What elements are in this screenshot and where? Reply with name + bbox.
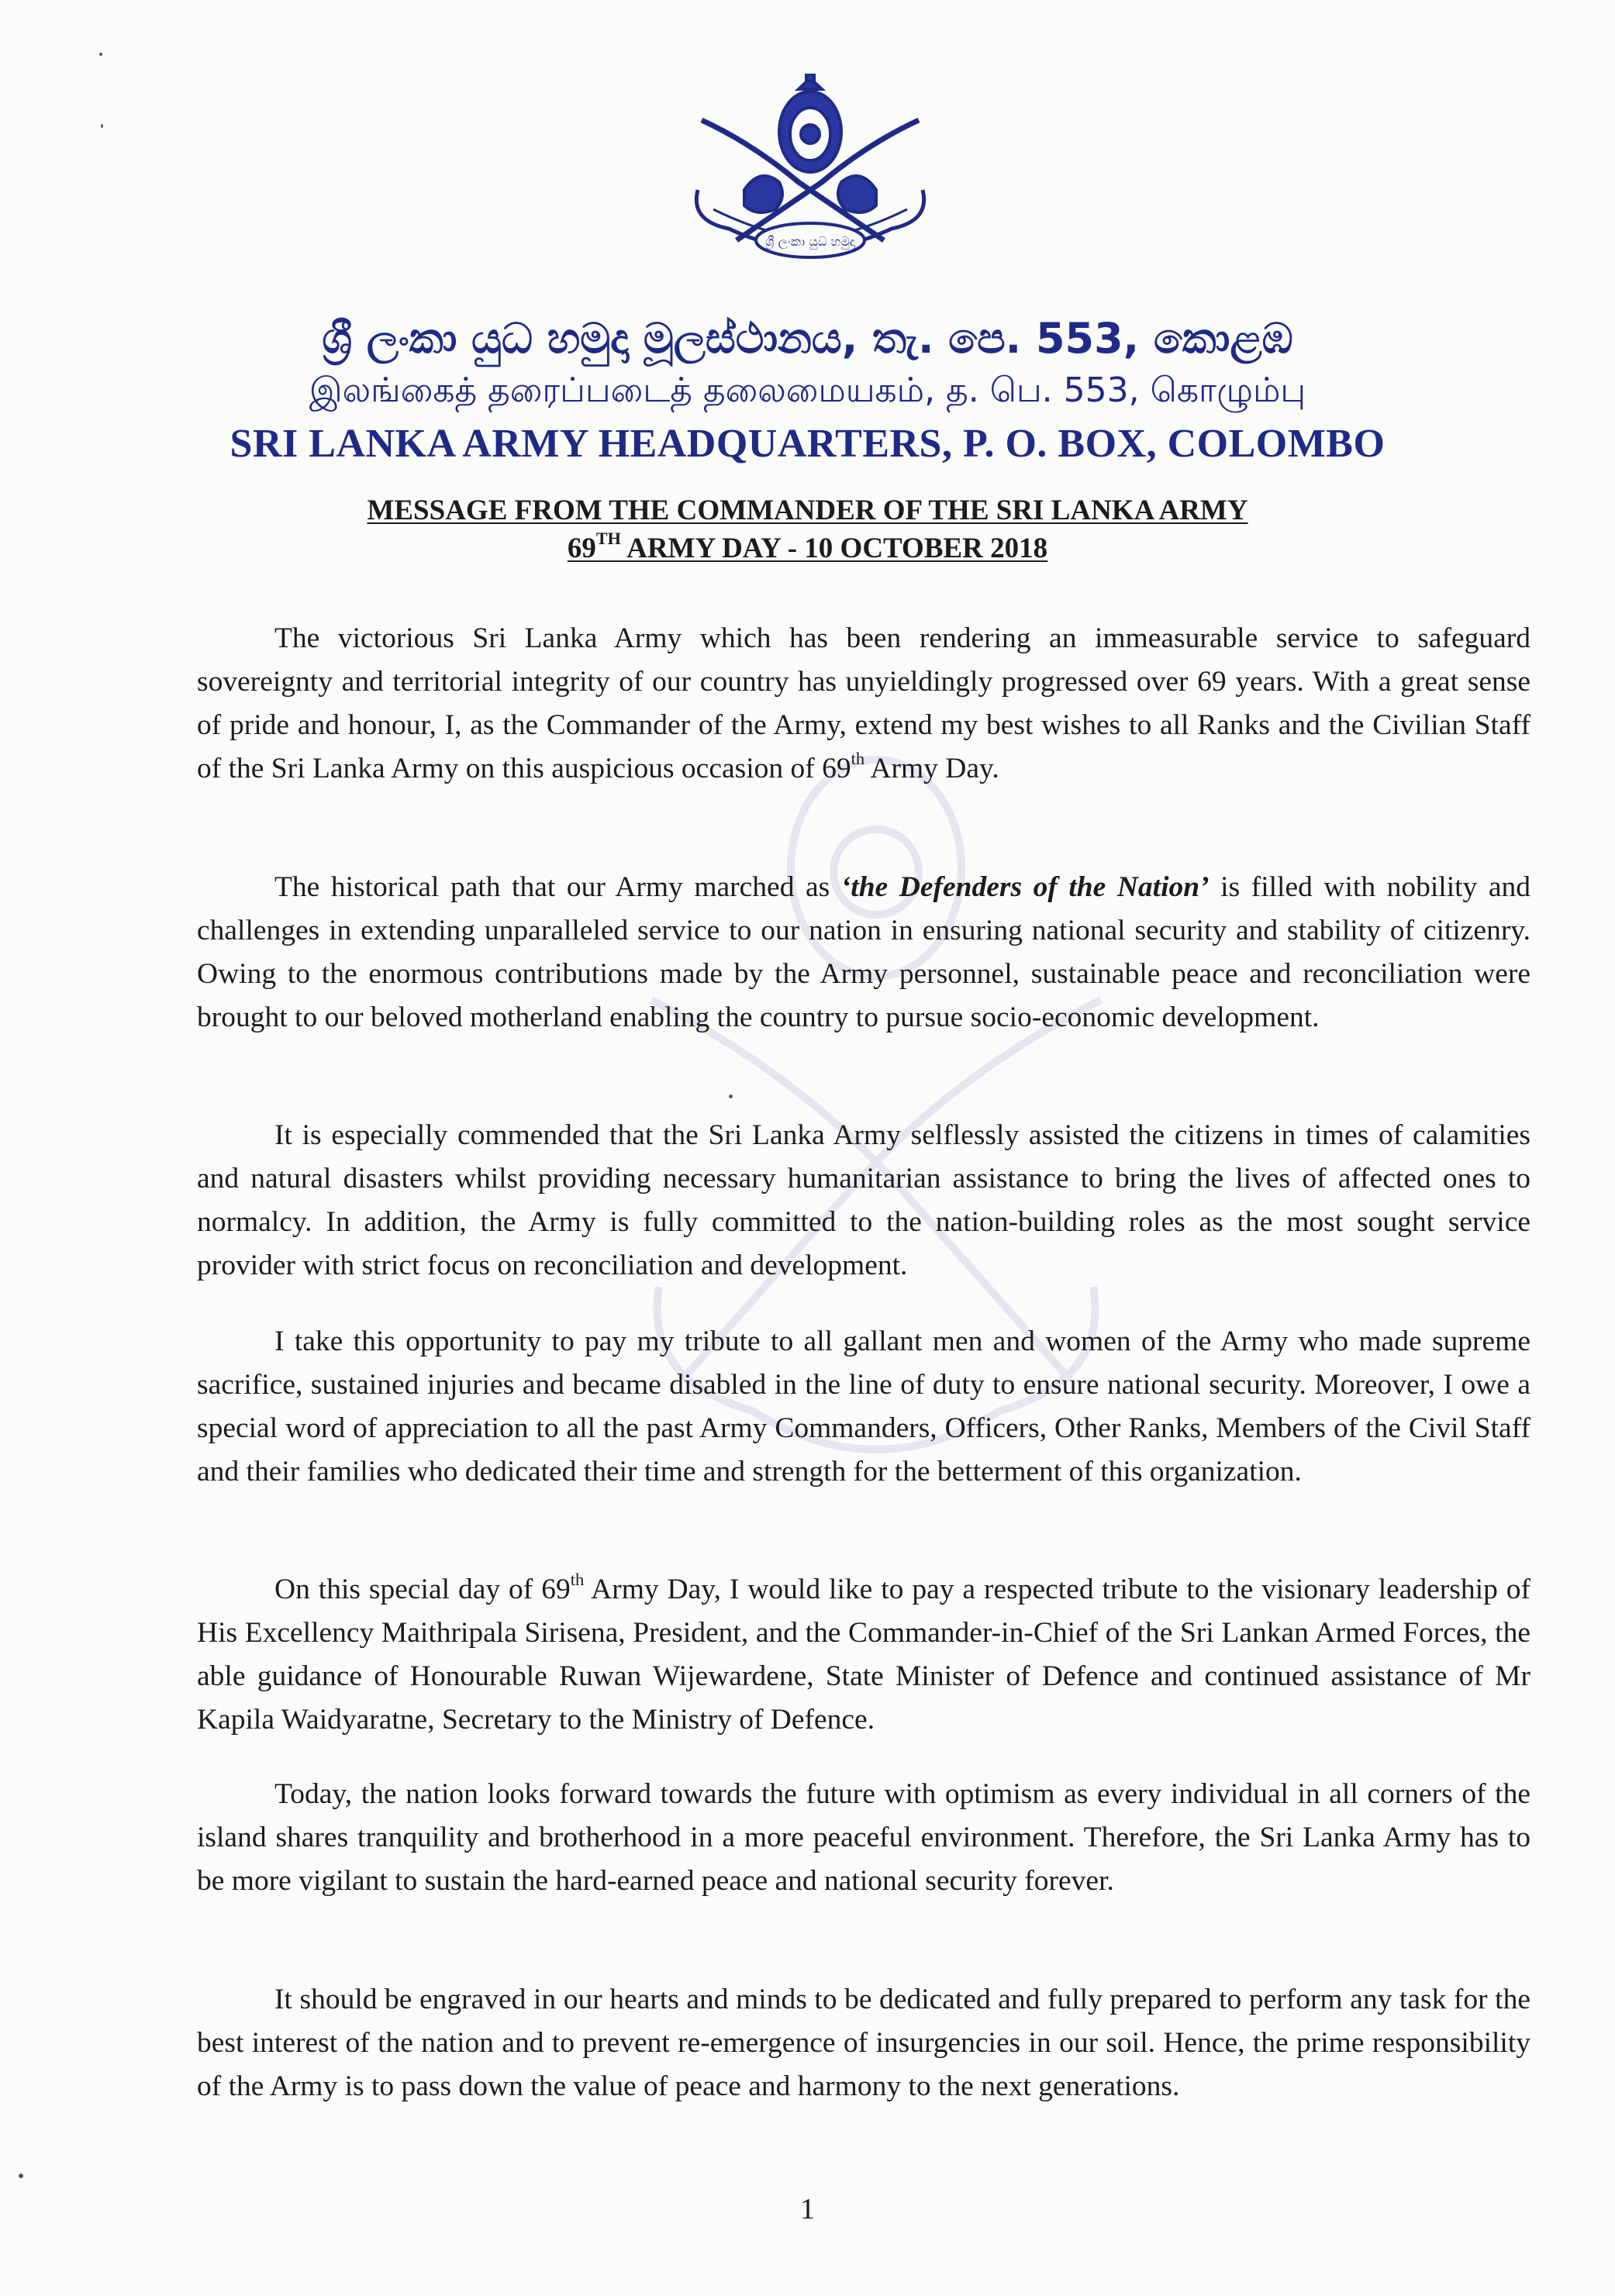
title-day-suffix: TH xyxy=(595,529,621,549)
scan-speck xyxy=(101,124,103,128)
page-number: 1 xyxy=(800,2193,815,2225)
paragraph-2-text: The historical path that our Army marched as xyxy=(274,871,841,903)
scan-speck xyxy=(729,1095,733,1098)
paragraph-7 xyxy=(197,1978,1530,2108)
scan-speck xyxy=(19,2174,23,2178)
paragraph-3 xyxy=(197,1114,1530,1288)
paragraph-4-text: I take this opportunity to pay my tribute to all gallant men and women of the Army who made supreme sacrifice, sustained injuries and became disabled in the line of duty to ensure national security. Moreover, I owe a special word of appreciation to all the past Army Commanders, Officers, Other Ranks, Members of the Civil Staff and their families who dedicated their time and strength for the betterment of this organization. xyxy=(197,1326,1530,1488)
paragraph-1 xyxy=(197,617,1530,791)
paragraph-5-superscript: th xyxy=(570,1570,585,1590)
paragraph-7-text: It should be engraved in our hearts and minds to be dedicated and fully prepared to perform any task for the best interest of the nation and to prevent re-emergence of insurgencies in our soil. Hence, the prime responsibility of the Army is to pass down the value of peace and harmony to the next generations. xyxy=(197,1984,1530,2102)
crest-scroll-text: ශ්‍රී ලංකා යුධ හමුදා xyxy=(765,234,855,249)
title-day-number: 69 xyxy=(567,533,596,564)
letterhead-english: SRI LANKA ARMY HEADQUARTERS, P. O. BOX, COLOMBO xyxy=(229,422,1386,466)
paragraph-5-text: On this special day of 69 xyxy=(274,1574,571,1605)
paragraph-6-text: Today, the nation looks forward towards the future with optimism as every individual in all corners of the island shares tranquility and brotherhood in a more peaceful environment. Therefore, the Sri Lanka Army has to be more vigilant to sustain the hard-earned peace and national security forever. xyxy=(197,1778,1530,1897)
paragraph-3-text: It is especially commended that the Sri Lanka Army selflessly assisted the citizens in times of calamities and natural disasters whilst providing necessary humanitarian assistance to bring the lives of affected ones to normalcy. In addition, the Army is fully committed to the nation-building roles as the most sought service provider with strict focus on reconciliation and development. xyxy=(197,1119,1530,1281)
paragraph-4 xyxy=(197,1320,1530,1494)
paragraph-1-text: The victorious Sri Lanka Army which has been rendering an immeasurable service to safeguard sovereignty and territorial integrity of our country has unyieldingly progressed over 69 years. With a great sense of pride and honour, I, as the Commander of the Army, extend my best wishes to all Ranks and the Civilian Staff of the Sri Lanka Army on this auspicious occasion of 69 xyxy=(197,622,1530,784)
paragraph-5-end: Army Day, I would like to pay a respected tribute to the visionary leadership of His Excellency Maithripala Sirisena, President, and the Commander-in-Chief of the Sri Lankan Armed Forces, the able guidance of Honourable Ruwan Wijewardene, State Minister of Defence and continued assistance of Mr Kapila Waidyaratne, Secretary to the Ministry of Defence. xyxy=(197,1574,1530,1736)
sri-lanka-army-crest-icon xyxy=(682,74,938,283)
paragraph-2 xyxy=(197,866,1530,1039)
title-line-2 xyxy=(567,529,1048,564)
paragraph-2-emphasis: ‘the Defenders of the Nation’ xyxy=(840,871,1210,903)
document-title xyxy=(0,494,1615,527)
title-line-1: MESSAGE FROM THE COMMANDER OF THE SRI LANKA ARMY xyxy=(367,495,1248,526)
title-day-text: ARMY DAY - 10 OCTOBER 2018 xyxy=(620,533,1048,564)
paragraph-2-end: is filled with nobility and challenges in extending unparalleled service to our nation in ensuring national security and stability of citizenry. Owing to the enormous contributions made by the Army personnel, sustainable peace and reconciliation were brought to our beloved motherland enabling the country to pursue socio-economic development. xyxy=(197,871,1531,1033)
paragraph-1-superscript: th xyxy=(851,749,865,769)
document-subtitle xyxy=(0,529,1615,565)
paragraph-5 xyxy=(197,1568,1530,1742)
letterhead-tamil: இலங்கைத் தரைப்படைத் தலைமையகம், த. பெ. 553, கொழும்பு xyxy=(309,371,1306,410)
paragraph-6 xyxy=(197,1773,1530,1903)
letterhead-sinhala: ශ්‍රී ලංකා යුධ හමුදා මූලස්ථානය, තැ. පෙ. 553, කොළඹ xyxy=(322,314,1293,363)
paragraph-1-end: Army Day. xyxy=(864,753,999,784)
scan-speck xyxy=(99,53,102,56)
